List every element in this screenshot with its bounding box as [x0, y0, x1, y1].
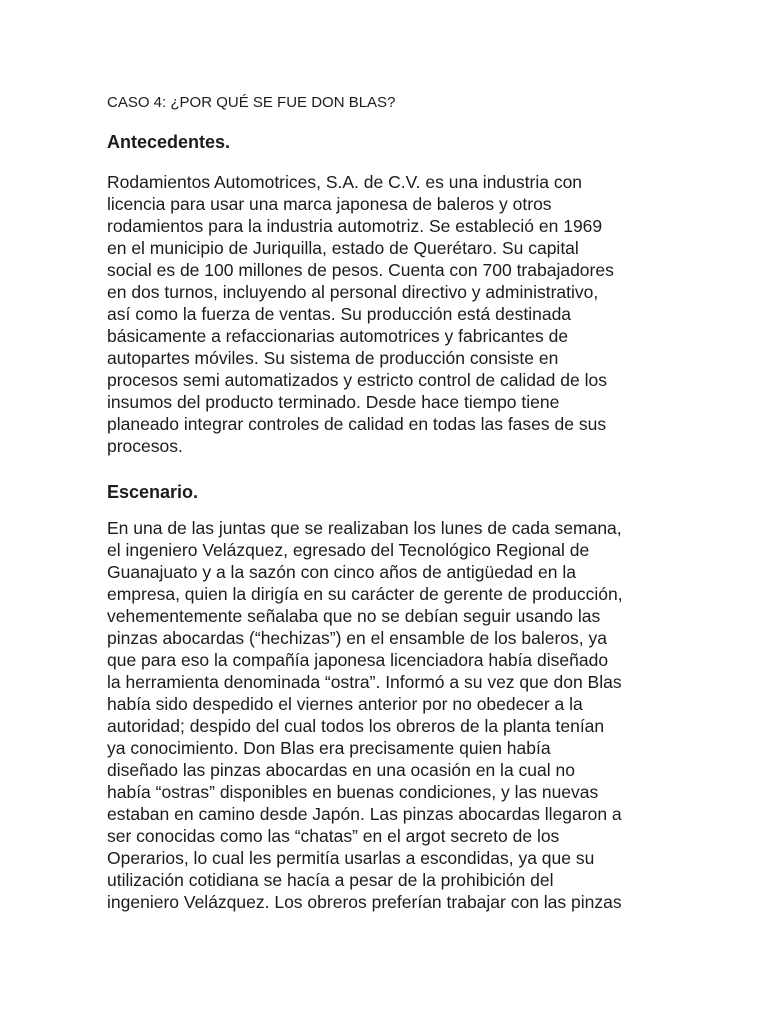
paragraph-antecedentes — [107, 171, 614, 457]
paragraph-line: ser conocidas como las “chatas” en el argot secreto de los — [107, 826, 560, 846]
paragraph-line: planeado integrar controles de calidad en todas las fases de sus — [107, 414, 607, 434]
paragraph-line: ya conocimiento. Don Blas era precisamente quien había — [107, 738, 551, 758]
paragraph-line: empresa, quien la dirigía en su carácter de gerente de producción, — [107, 584, 623, 604]
paragraph-line: en dos turnos, incluyendo al personal directivo y administrativo, — [107, 282, 599, 302]
section-heading-escenario: Escenario. — [107, 482, 199, 502]
paragraph-line: la herramienta denominada “ostra”. Informó a su vez que don Blas — [107, 672, 622, 692]
paragraph-line: autopartes móviles. Su sistema de producción consiste en — [107, 348, 559, 368]
case-title: CASO 4: ¿POR QUÉ SE FUE DON BLAS? — [107, 94, 396, 111]
paragraph-line: Rodamientos Automotrices, S.A. de C.V. es una industria con — [107, 172, 583, 192]
paragraph-line: procesos. — [107, 436, 183, 456]
section-heading-antecedentes: Antecedentes. — [107, 132, 231, 152]
paragraph-line: licencia para usar una marca japonesa de baleros y otros — [107, 194, 552, 214]
paragraph-line: vehementemente señalaba que no se debían seguir usando las — [107, 606, 601, 626]
paragraph-line: así como la fuerza de ventas. Su producción está destinada — [107, 304, 572, 324]
paragraph-line: en el municipio de Juriquilla, estado de Querétaro. Su capital — [107, 238, 579, 258]
paragraph-line: ingeniero Velázquez. Los obreros preferían trabajar con las pinzas — [107, 892, 622, 912]
paragraph-line: pinzas abocardas (“hechizas”) en el ensamble de los baleros, ya — [107, 628, 607, 648]
paragraph-line: rodamientos para la industria automotriz. Se estableció en 1969 — [107, 216, 603, 236]
paragraph-line: procesos semi automatizados y estricto control de calidad de los — [107, 370, 607, 390]
paragraph-line: autoridad; despido del cual todos los obreros de la planta tenían — [107, 716, 605, 736]
paragraph-line: utilización cotidiana se hacía a pesar de la prohibición del — [107, 870, 554, 890]
paragraph-line: básicamente a refaccionarias automotrices y fabricantes de — [107, 326, 569, 346]
paragraph-line: había “ostras” disponibles en buenas condiciones, y las nuevas — [107, 782, 599, 802]
paragraph-line: estaban en camino desde Japón. Las pinzas abocardas llegaron a — [107, 804, 622, 824]
paragraph-line: había sido despedido el viernes anterior por no obedecer a la — [107, 694, 583, 714]
paragraph-escenario — [107, 517, 623, 913]
paragraph-line: insumos del producto terminado. Desde hace tiempo tiene — [107, 392, 560, 412]
paragraph-line: el ingeniero Velázquez, egresado del Tecnológico Regional de — [107, 540, 590, 560]
paragraph-line: que para eso la compañía japonesa licenciadora había diseñado — [107, 650, 609, 670]
paragraph-line: diseñado las pinzas abocardas en una ocasión en la cual no — [107, 760, 575, 780]
paragraph-line: En una de las juntas que se realizaban los lunes de cada semana, — [107, 518, 622, 538]
paragraph-line: social es de 100 millones de pesos. Cuenta con 700 trabajadores — [107, 260, 614, 280]
paragraph-line: Guanajuato y a la sazón con cinco años de antigüedad en la — [107, 562, 576, 582]
paragraph-line: Operarios, lo cual les permitía usarlas a escondidas, ya que su — [107, 848, 595, 868]
